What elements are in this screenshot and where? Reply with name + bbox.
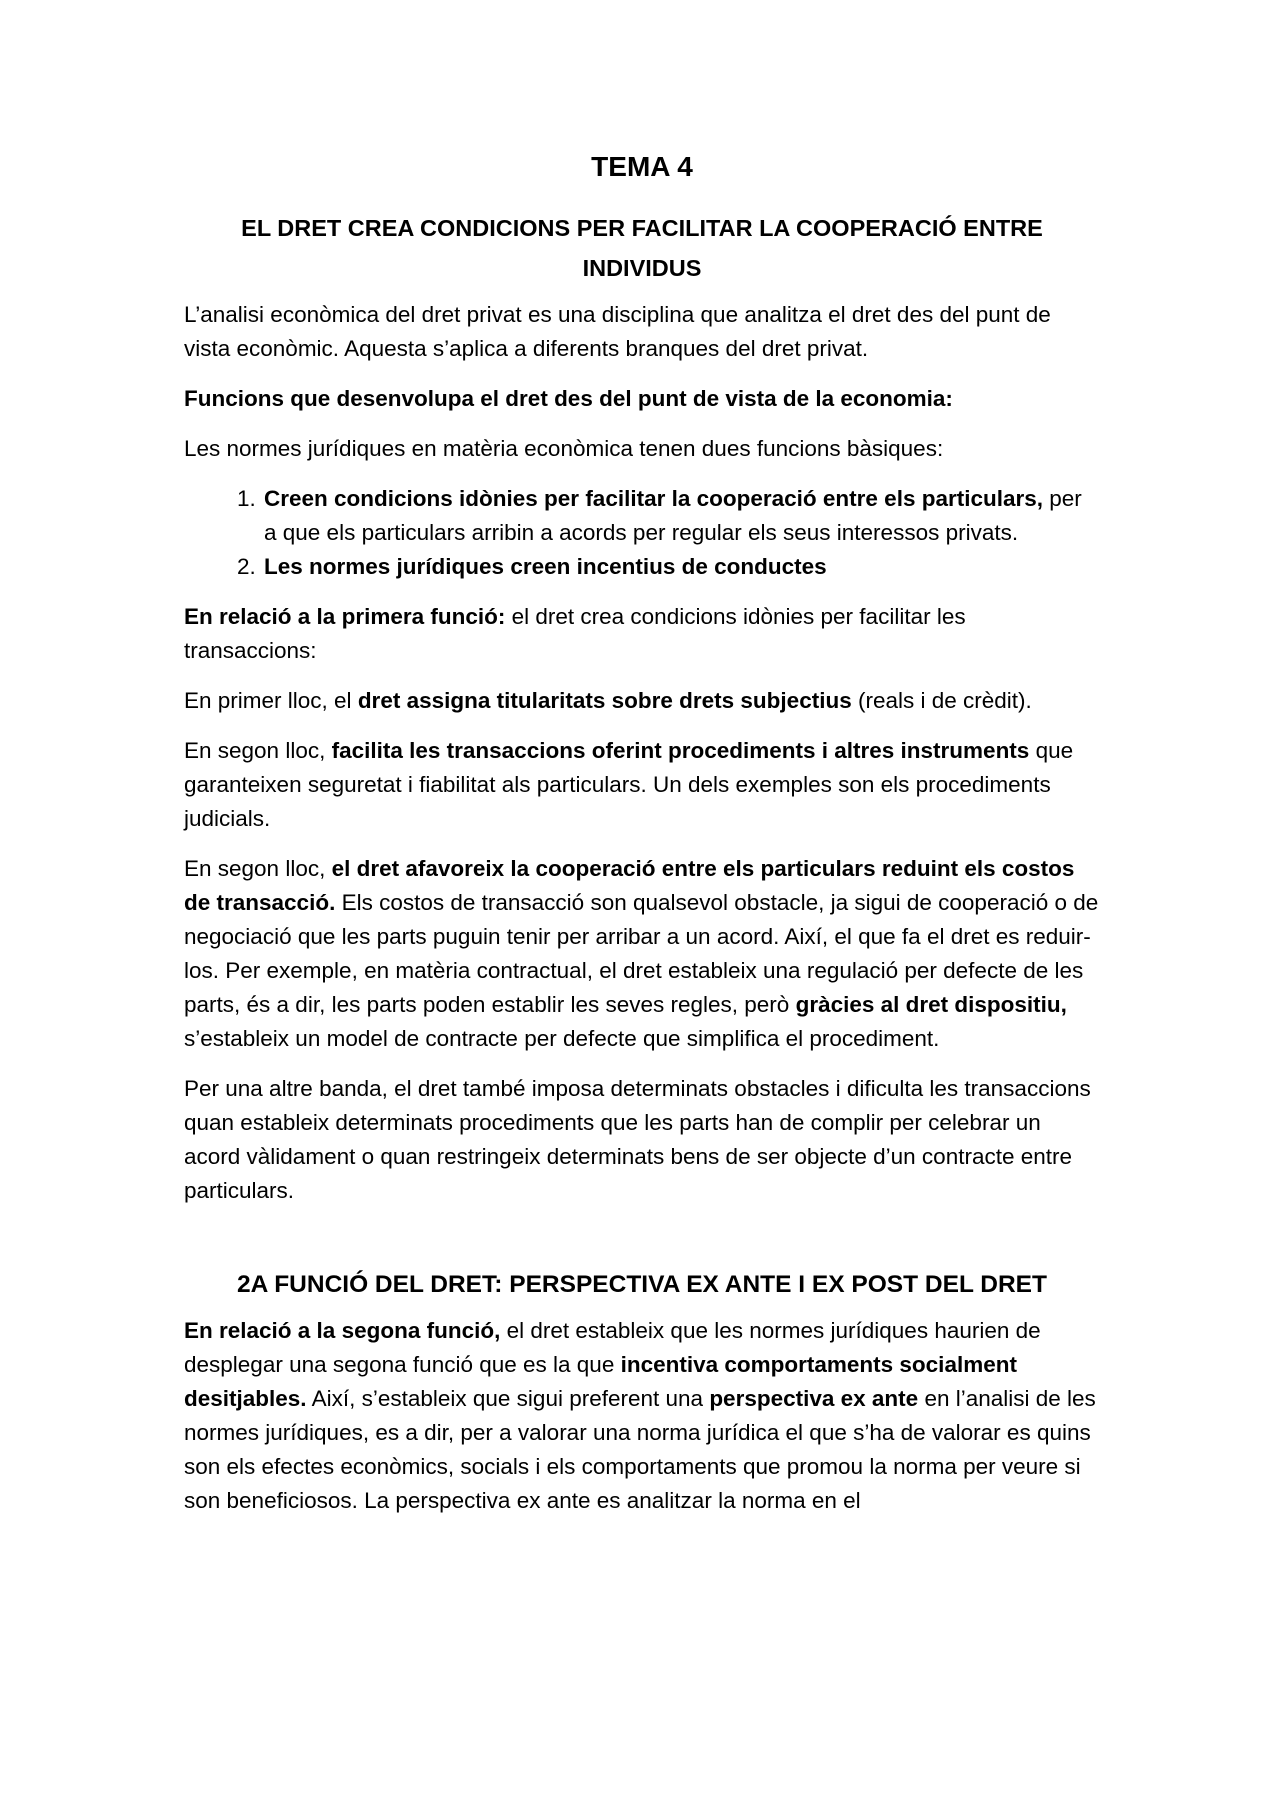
functions-heading-text: Funcions que desenvolupa el dret des del punt de vista de la economia:: [184, 386, 953, 411]
document-body: [184, 150, 1100, 1534]
first-function-label: En relació a la primera funció:: [184, 604, 506, 629]
list-item: [262, 550, 1100, 584]
second-place-text-a: En segon lloc,: [184, 738, 332, 763]
section-2-heading: 2A FUNCIÓ DEL DRET: PERSPECTIVA EX ANTE I EX POST DEL DRET: [237, 1271, 1047, 1298]
second-place-bold: facilita les transaccions oferint procediments i altres instruments: [331, 738, 1030, 763]
first-place-paragraph: [184, 684, 1100, 718]
page-title: TEMA 4: [591, 151, 693, 182]
list-item-1-bold: Creen condicions idònies per facilitar la cooperació entre els particulars,: [264, 486, 1044, 511]
costs-text-c: Els costos de transacció son qualsevol obstacle, ja sigui de cooperació o de negociació que les parts puguin tenir per arribar a un acord. Així, el que fa el dret es reduir-los. Per exemple, en matèria contractual, el dret estableix una regulació per defecte de les parts, és a dir, les parts poden establir les seves regles, però: [184, 890, 1099, 1017]
functions-intro: Les normes jurídiques en matèria econòmica tenen dues funcions bàsiques:: [184, 436, 944, 461]
intro-paragraph: L’analisi econòmica del dret privat es una disciplina que analitza el dret des del punt de vista econòmic. Aquesta s’aplica a diferents branques del dret privat.: [184, 302, 1051, 361]
functions-heading: [184, 382, 1100, 416]
list-item-2-bold: Les normes jurídiques creen incentius de conductes: [264, 554, 827, 579]
costs-text-e: s’estableix un model de contracte per defecte que simplifica el procediment.: [184, 1026, 940, 1051]
second-function-paragraph: [184, 1314, 1100, 1518]
second-function-text-f: en l’analisi de les normes jurídiques, es a dir, per a valorar una norma jurídica el que s’ha de valorar es quins son els efectes econòmics, socials i els comportaments que promou la norma per veure si son beneficiosos. La perspectiva ex ante es analitzar la norma en el: [184, 1386, 1096, 1513]
list-item-1-text: per a que els particulars arribin a acords per regular els seus interessos privats.: [264, 486, 1082, 545]
transaction-costs-paragraph: [184, 852, 1100, 1056]
second-function-bold-c: incentiva comportaments socialment desitjables.: [184, 1352, 1017, 1411]
costs-bold-b: el dret afavoreix la cooperació entre els particulars reduint els costos de transacció.: [184, 856, 1075, 915]
obstacles-paragraph: Per una altre banda, el dret també imposa determinats obstacles i dificulta les transaccions quan estableix determinats procediments que les parts han de complir per celebrar un acord vàlidament o quan restringeix determinats bens de ser objecte d’un contracte entre particulars.: [184, 1076, 1091, 1203]
second-place-paragraph: [184, 734, 1100, 836]
first-place-text-a: En primer lloc, el: [184, 688, 358, 713]
costs-bold-d: gràcies al dret dispositiu,: [795, 992, 1067, 1017]
second-function-bold-a: En relació a la segona funció,: [184, 1318, 501, 1343]
second-function-text-d: Així, s’estableix que sigui preferent una: [306, 1386, 710, 1411]
first-place-text-c: (reals i de crèdit).: [851, 688, 1032, 713]
costs-text-a: En segon lloc,: [184, 856, 332, 881]
second-place-text-c: que garanteixen seguretat i fiabilitat als particulars. Un dels exemples son els procediments judicials.: [184, 738, 1074, 831]
first-function-text: el dret crea condicions idònies per facilitar les transaccions:: [184, 604, 966, 663]
second-function-text-b: el dret estableix que les normes jurídiques haurien de desplegar una segona funció que es la que: [184, 1318, 1041, 1377]
first-place-bold: dret assigna titularitats sobre drets subjectius: [357, 688, 852, 713]
second-function-bold-e: perspectiva ex ante: [709, 1386, 919, 1411]
document-subtitle: EL DRET CREA CONDICIONS PER FACILITAR LA COOPERACIÓ ENTRE INDIVIDUS: [241, 215, 1043, 281]
functions-list: [184, 482, 1100, 584]
list-item: [262, 482, 1100, 550]
section-spacer: [184, 1224, 1100, 1268]
first-function-paragraph: [184, 600, 1100, 668]
